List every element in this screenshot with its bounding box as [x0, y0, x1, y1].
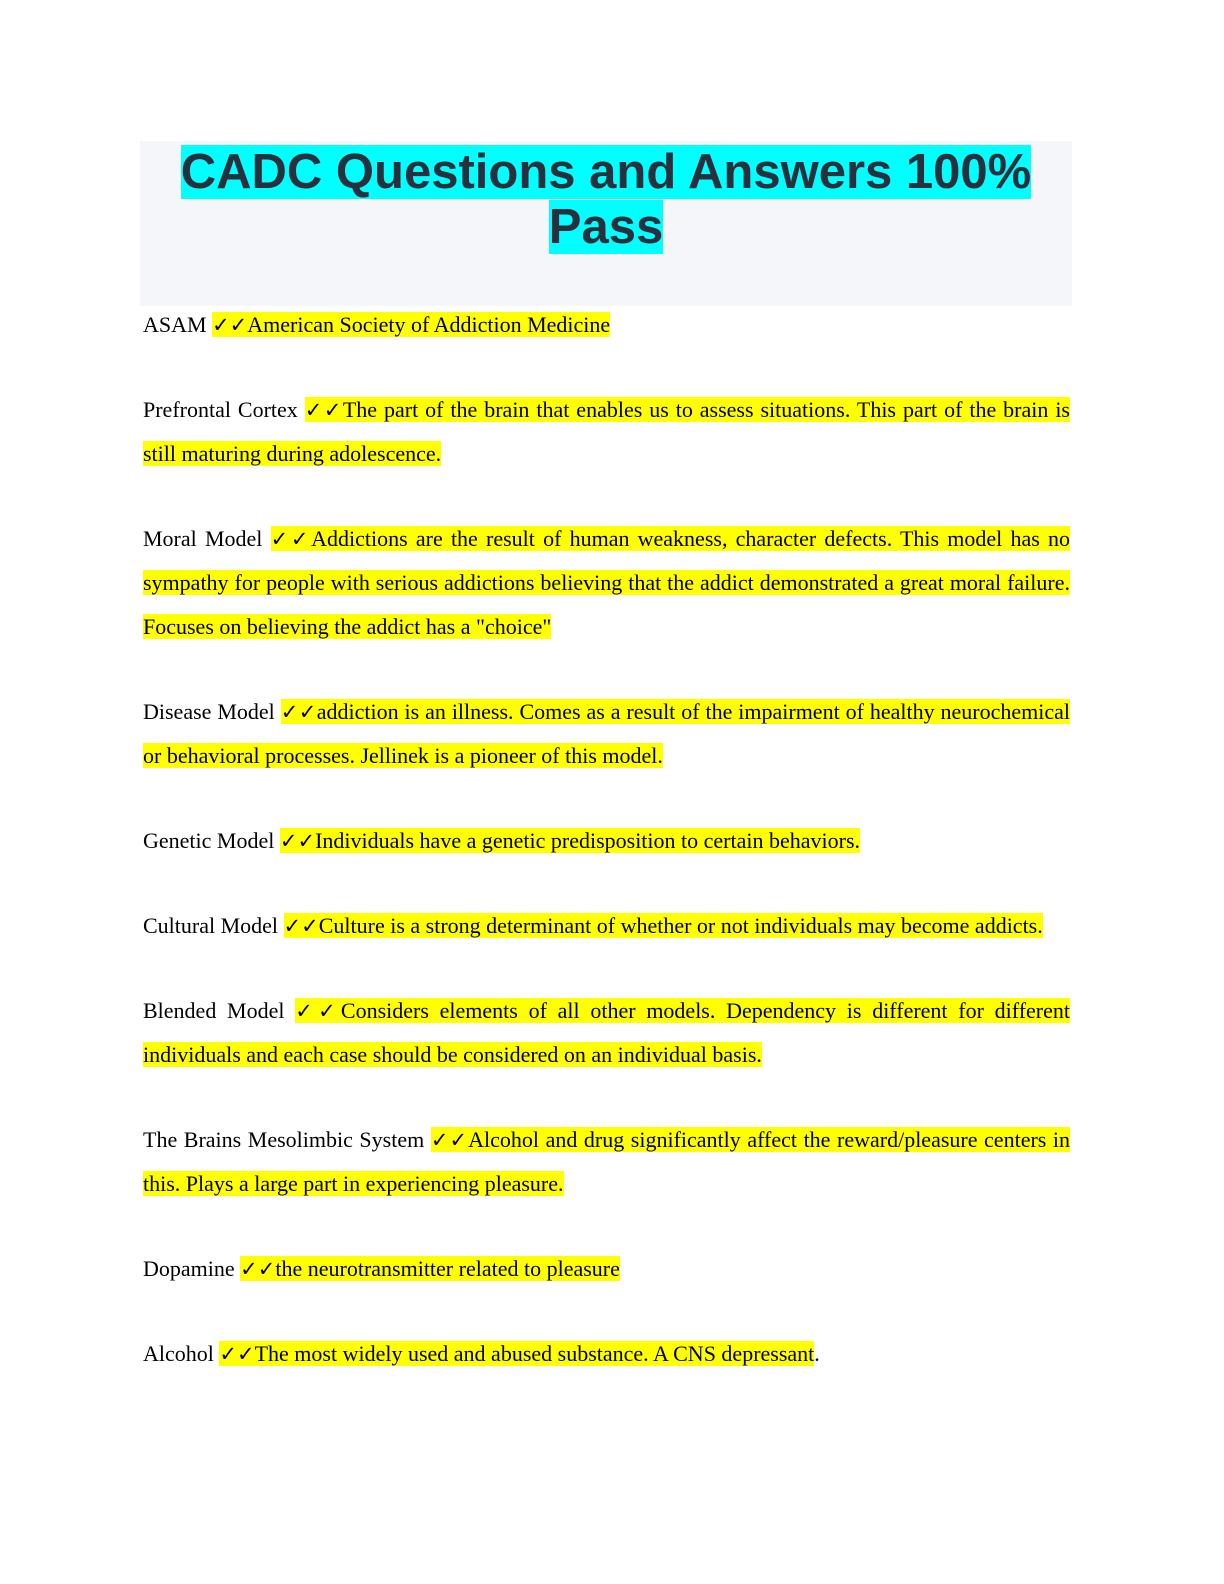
double-check-icon: ✓✓: [219, 1342, 255, 1366]
entry-definition: Alcohol and drug significantly affect the reward/pleasure centers in this. Plays a large part in experiencing pleasure.: [143, 1127, 1071, 1196]
entry-definition: The part of the brain that enables us to assess situations. This part of the brain is still maturing during adolescence.: [143, 397, 1070, 466]
qa-entry-prefrontal-cortex: [143, 388, 1070, 476]
qa-entry-dopamine: [143, 1247, 1070, 1291]
double-check-icon: ✓✓: [295, 999, 341, 1023]
qa-entry-blended-model: [143, 989, 1070, 1077]
entry-answer: [280, 828, 860, 853]
double-check-icon: ✓✓: [283, 914, 319, 938]
entry-trailing: .: [814, 1341, 820, 1366]
entry-definition: The most widely used and abused substance. A CNS depressant: [254, 1341, 815, 1366]
entry-answer: [212, 312, 610, 337]
entry-term: Genetic Model: [143, 828, 275, 853]
page-title: [140, 141, 1072, 255]
entry-term: Moral Model: [143, 526, 263, 551]
qa-entry-alcohol: [143, 1332, 1070, 1376]
entry-definition: addiction is an illness. Comes as a result of the impairment of healthy neurochemical or behavioral processes. Jellinek is a pioneer of this model.: [143, 699, 1071, 768]
entry-answer: [143, 699, 1070, 768]
qa-entry-moral-model: [143, 517, 1070, 649]
entry-term: Blended Model: [143, 998, 285, 1023]
entry-answer: [143, 526, 1070, 639]
double-check-icon: ✓✓: [270, 527, 312, 551]
title-line-2: Pass: [548, 200, 664, 254]
double-check-icon: ✓✓: [212, 313, 248, 337]
entry-definition: Culture is a strong determinant of whether or not individuals may become addicts.: [318, 913, 1043, 938]
entry-definition: Considers elements of all other models. Dependency is different for different individuals and each case should be considered on an individual basis.: [143, 998, 1070, 1067]
entry-answer: [284, 913, 1043, 938]
entry-term: Dopamine: [143, 1256, 235, 1281]
entry-term: Cultural Model: [143, 913, 279, 938]
qa-entry-cultural-model: [143, 904, 1070, 948]
qa-entry-asam: [143, 303, 1070, 347]
entry-definition: Addictions are the result of human weakness, character defects. This model has no sympathy for people with serious addictions believing that the addict demonstrated a great moral failure. Focuses on believing the addict has a "choice": [143, 526, 1070, 639]
double-check-icon: ✓✓: [280, 700, 317, 724]
entry-definition: American Society of Addiction Medicine: [247, 312, 611, 337]
entry-term: ASAM: [143, 312, 207, 337]
qa-entry-genetic-model: [143, 819, 1070, 863]
double-check-icon: ✓✓: [430, 1128, 469, 1152]
double-check-icon: ✓✓: [279, 829, 316, 853]
entry-term: Disease Model: [143, 699, 275, 724]
title-line-1: CADC Questions and Answers 100%: [180, 145, 1032, 199]
double-check-icon: ✓✓: [240, 1257, 276, 1281]
title-box: [140, 141, 1072, 306]
entry-answer: [219, 1341, 814, 1366]
entry-definition: Individuals have a genetic predisposition to certain behaviors.: [315, 828, 861, 853]
entry-answer: [240, 1256, 620, 1281]
qa-list: [143, 303, 1070, 1417]
entry-term: Alcohol: [143, 1341, 214, 1366]
entry-term: Prefrontal Cortex: [143, 397, 298, 422]
qa-entry-disease-model: [143, 690, 1070, 778]
entry-definition: the neurotransmitter related to pleasure: [275, 1256, 620, 1281]
qa-entry-mesolimbic-system: [143, 1118, 1070, 1206]
double-check-icon: ✓✓: [304, 398, 343, 422]
entry-term: The Brains Mesolimbic System: [143, 1127, 425, 1152]
